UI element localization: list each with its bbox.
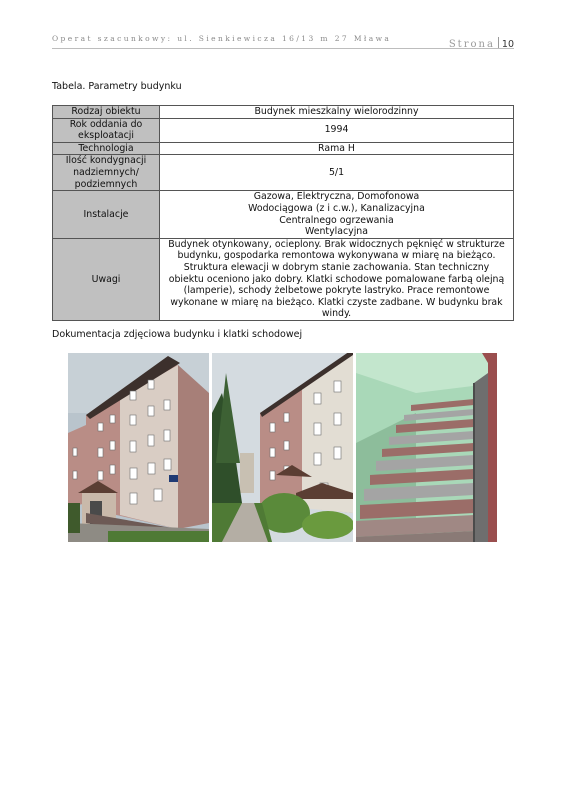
photo-caption: Dokumentacja zdjęciowa budynku i klatki schodowej	[52, 329, 303, 340]
table-row	[53, 155, 514, 191]
page-number: 10	[501, 39, 514, 50]
table-row	[53, 106, 514, 119]
row-label: Rodzaj obiektu	[53, 106, 160, 119]
building-photo-2	[212, 353, 353, 542]
staircase-photo	[356, 353, 497, 542]
table-row	[53, 238, 514, 320]
building-parameters-table	[52, 105, 514, 321]
page-separator	[498, 37, 499, 48]
table-row	[53, 142, 514, 155]
table-caption: Tabela. Parametry budynku	[52, 81, 182, 92]
row-label: Technologia	[53, 142, 160, 155]
row-value: 5/1	[160, 155, 514, 191]
row-value: Rama H	[160, 142, 514, 155]
row-value: Budynek otynkowany, ocieplony. Brak widocznych pęknięć w strukturze budynku, gospodarka remontowa wykonywana w miarę na bieżąco. Struktura elewacji w dobrym stanie zachowania. Stan techniczny obiektu oceniono jako dobry. Klatki schodowe pomalowane farbą olejną (lamperie), schody żelbetowe pokryte lastryko. Prace remontowe wykonane w miarę na bieżąco. Klatki czyste zadbane. W budynku brak windy.	[160, 238, 514, 320]
row-label: Ilość kondygnacji nadziemnych/ podziemnych	[53, 155, 160, 191]
row-value: Budynek mieszkalny wielorodzinny	[160, 106, 514, 119]
building-number-sign	[169, 475, 178, 482]
page-indicator	[449, 32, 514, 51]
row-label: Uwagi	[53, 238, 160, 320]
header-document-title: Operat szacunkowy: ul. Sienkiewicza 16/13 m 27 Mława	[52, 34, 392, 43]
row-value: 1994	[160, 118, 514, 142]
page-word: Strona	[448, 39, 495, 50]
row-label: Rok oddania do eksploatacji	[53, 118, 160, 142]
building-photo-1	[68, 353, 209, 542]
row-label: Instalacje	[53, 191, 160, 238]
table-row	[53, 191, 514, 238]
page-header	[52, 34, 514, 49]
row-value: Gazowa, Elektryczna, Domofonowa Wodociągowa (z i c.w.), Kanalizacyjna Centralnego ogrzewania Wentylacyjna	[160, 191, 514, 238]
table-row	[53, 118, 514, 142]
